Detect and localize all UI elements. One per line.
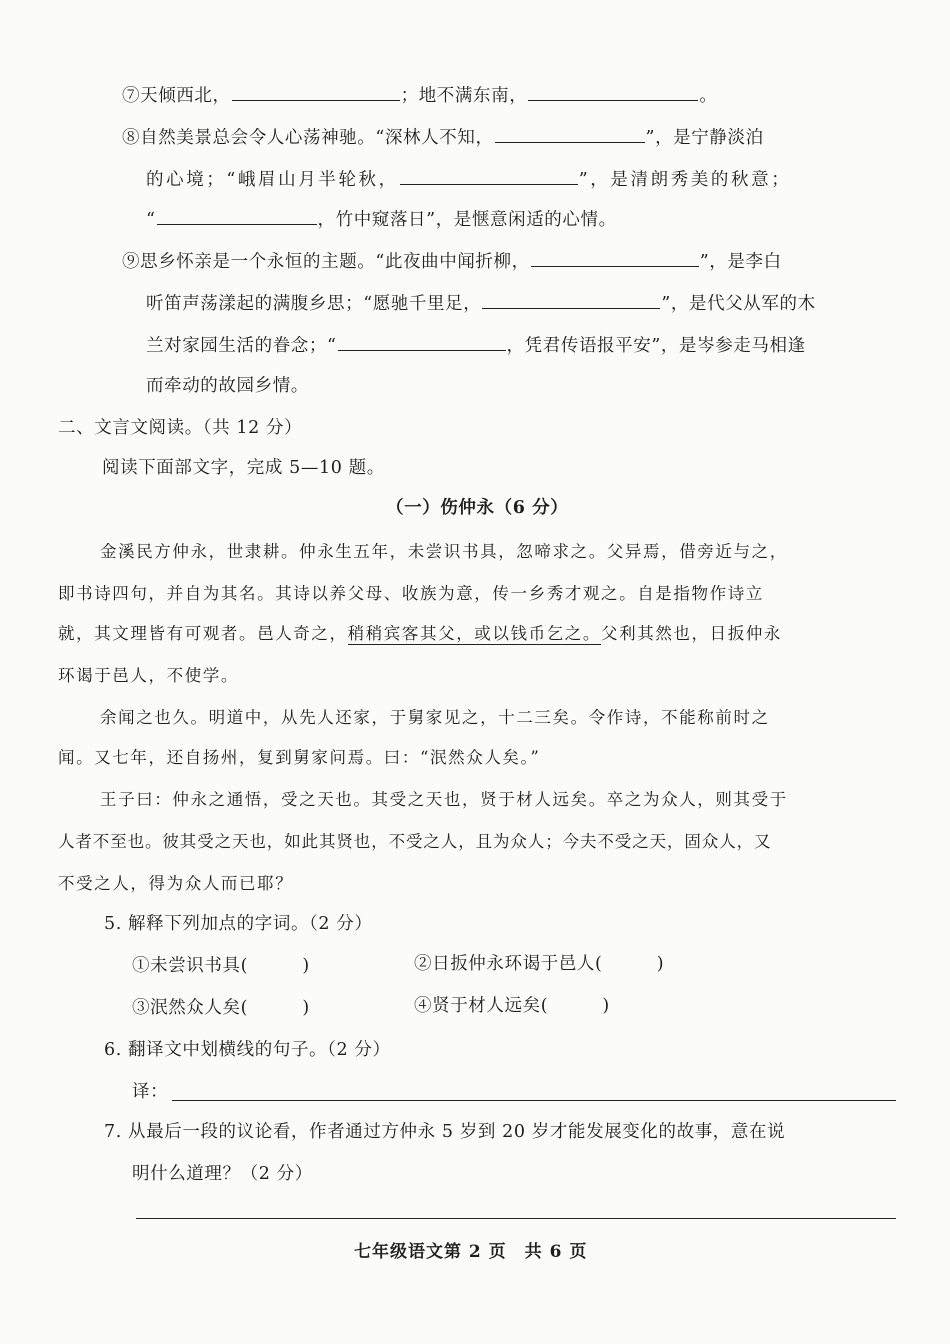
question-5: 5. 解释下列加点的字词。（2 分） <box>104 914 373 934</box>
page-footer: 七年级语文第 2 页 共 6 页 <box>354 1242 588 1262</box>
blank-9-3[interactable] <box>338 334 506 351</box>
item-7-text-b: ；地不满东南， <box>400 86 528 106</box>
question-5-item-4: ④贤于材人远矣( ) <box>414 996 610 1016</box>
item-9-text-g: 而牵动的故园乡情。 <box>146 376 309 396</box>
item-7-text-a: ⑦天倾西北， <box>122 86 231 106</box>
section-2-instruction: 阅读下面部文字，完成 5—10 题。 <box>102 458 385 478</box>
question-7-l1: 7. 从最后一段的议论看，作者通过方仲永 5 岁到 20 岁才能发展变化的故事，意在说 <box>104 1122 786 1142</box>
passage-p1-l3 <box>58 622 782 646</box>
passage-p2-l1: 余闻之也久。明道中，从先人还家，于舅家见之，十二三矣。令作诗，不能称前时之 <box>100 708 770 727</box>
passage-p3-l3: 不受之人，得为众人而已耶？ <box>58 874 294 893</box>
passage-title: （一）伤仲永（6 分） <box>386 498 569 518</box>
item-8-line-3 <box>146 208 617 232</box>
item-8-text-d: ”，是清朗秀美的秋意； <box>578 170 792 190</box>
blank-8-1[interactable] <box>495 126 645 143</box>
item-9-text-a: ⑨思乡怀亲是一个永恒的主题。“此夜曲中闻折柳， <box>122 252 530 272</box>
question-6: 6. 翻译文中划横线的句子。（2 分） <box>104 1040 391 1060</box>
passage-p2-l2: 闻。又七年，还自扬州，复到舅家问焉。曰：“泯然众人矣。” <box>58 748 541 767</box>
item-9-text-b: ”，是李白 <box>699 252 782 272</box>
item-9-text-d: ”，是代父从军的木 <box>661 294 816 314</box>
passage-p1-l3-a: 就，其文理皆有可观者。邑人奇之， <box>58 624 348 643</box>
question-6-label: 译： <box>132 1082 169 1102</box>
blank-8-3[interactable] <box>157 208 317 225</box>
passage-p1-l3-b: 父利其然也，日扳仲永 <box>601 624 783 643</box>
item-9-line-4 <box>146 374 309 398</box>
blank-7-2[interactable] <box>528 84 698 101</box>
question-7-l2: 明什么道理？（2 分） <box>132 1164 313 1184</box>
item-8-text-c: 的心境；“峨眉山月半轮秋， <box>146 170 399 190</box>
question-6-answer-line[interactable] <box>172 1100 896 1101</box>
item-8-text-f: ，竹中窥落日”，是惬意闲适的心情。 <box>317 210 617 230</box>
item-8-text-b: ”，是宁静淡泊 <box>645 128 764 148</box>
question-5-item-1: ①未尝识书具( ) <box>132 956 310 976</box>
question-5-item-3: ③泯然众人矣( ) <box>132 998 310 1018</box>
underlined-sentence: 稍稍宾客其父，或以钱币乞之。 <box>347 624 602 643</box>
passage-p1-l4: 环谒于邑人，不使学。 <box>58 666 239 685</box>
item-8-text-a: ⑧自然美景总会令人心荡神驰。“深林人不知， <box>122 128 494 148</box>
passage-p1-l1: 金溪民方仲永，世隶耕。仲永生五年，未尝识书具，忽啼求之。父异焉，借旁近与之， <box>100 542 788 561</box>
item-9-line-2 <box>146 292 816 316</box>
passage-p1-l2: 即书诗四句，并自为其名。其诗以养父母、收族为意，传一乡秀才观之。自是指物作诗立 <box>58 584 764 603</box>
item-9-line-1 <box>122 250 782 274</box>
item-8-text-e: “ <box>146 210 156 230</box>
passage-p3-l1: 王子曰：仲永之通悟，受之天也。其受之天也，贤于材人远矣。卒之为众人，则其受于 <box>100 790 788 809</box>
blank-8-2[interactable] <box>400 168 578 185</box>
item-8-line-2 <box>146 168 791 192</box>
passage-p3-l2: 人者不至也。彼其受之天也，如此其贤也，不受之人，且为众人；今夫不受之天，固众人，又 <box>58 832 772 851</box>
item-9-text-c: 听笛声荡漾起的满腹乡思；“愿驰千里足， <box>146 294 482 314</box>
question-5-item-2: ②日扳仲永环谒于邑人( ) <box>414 954 665 974</box>
item-9-text-f: ，凭君传语报平安”，是岑参走马相逢 <box>506 336 806 356</box>
item-7-text-c: 。 <box>699 86 718 106</box>
section-2-heading: 二、文言文阅读。（共 12 分） <box>58 418 303 438</box>
item-7 <box>122 84 717 108</box>
blank-9-1[interactable] <box>531 250 699 267</box>
blank-9-2[interactable] <box>482 292 660 309</box>
item-8-line-1 <box>122 126 764 150</box>
item-9-text-e: 兰对家园生活的眷念；“ <box>146 336 337 356</box>
blank-7-1[interactable] <box>232 84 400 101</box>
item-9-line-3 <box>146 334 806 358</box>
question-7-answer-line[interactable] <box>136 1218 896 1219</box>
